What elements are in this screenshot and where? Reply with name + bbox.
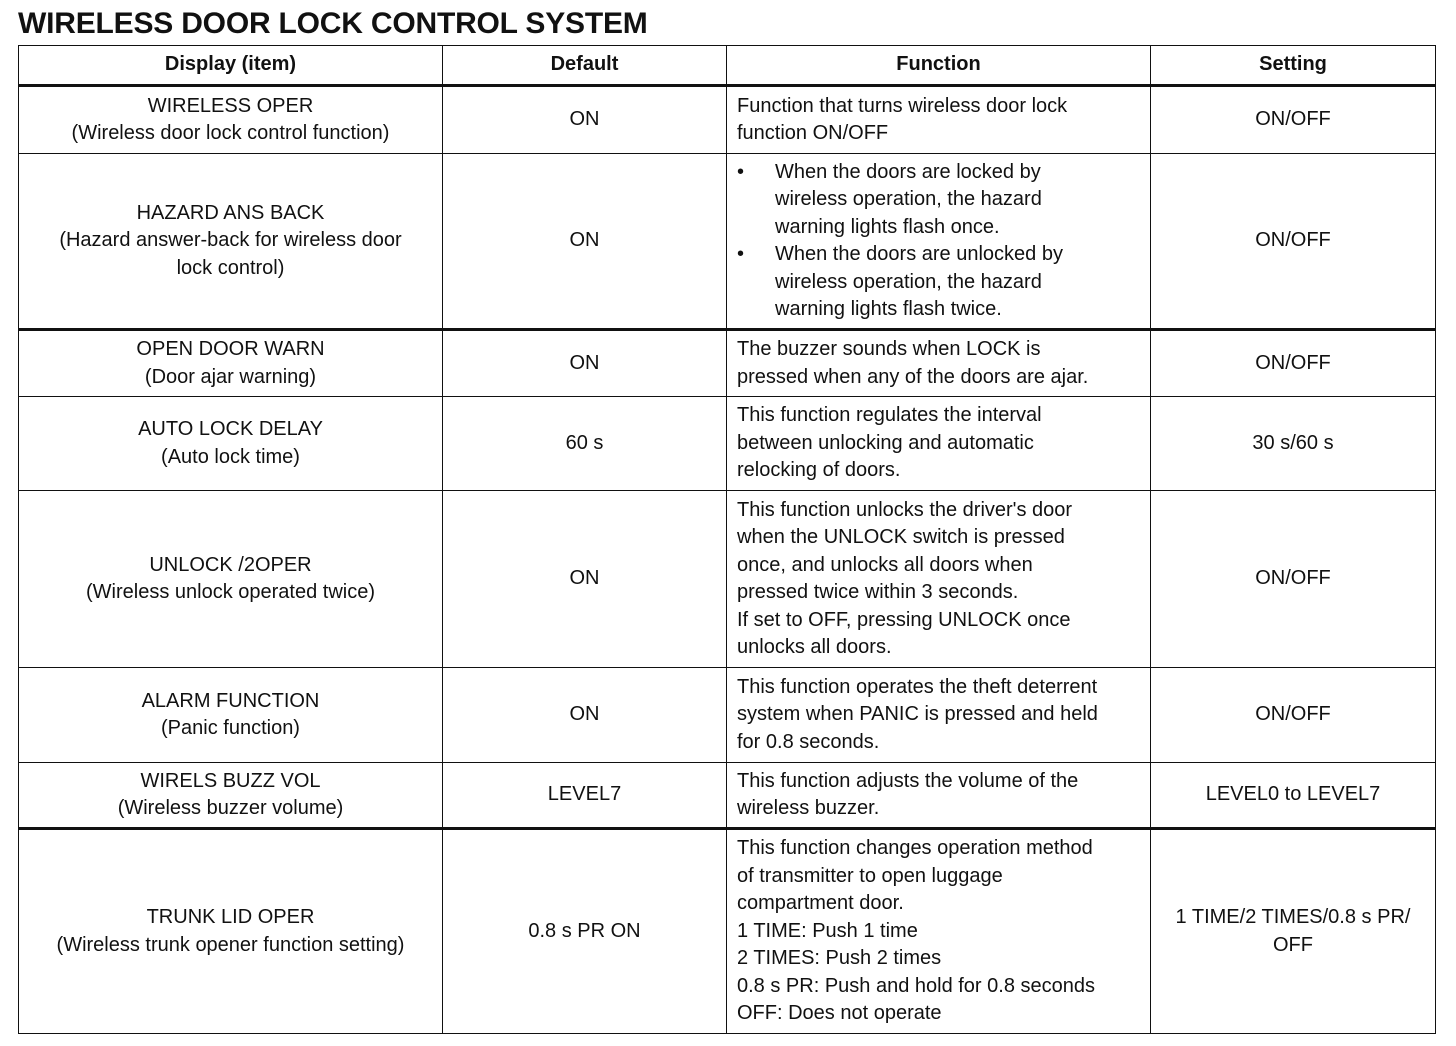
item-name: WIRELS BUZZ VOL bbox=[140, 769, 321, 792]
function-line: This function changes operation method bbox=[737, 837, 1093, 860]
item-name: OPEN DOOR WARN bbox=[136, 338, 325, 360]
item-name: WIRELESS OPER bbox=[147, 94, 314, 117]
item-cell bbox=[19, 86, 443, 154]
function-line: pressed when any of the doors are ajar. bbox=[737, 365, 1089, 388]
function-line: 0.8 s PR: Push and hold for 0.8 seconds bbox=[737, 974, 1095, 997]
function-line: relocking of doors. bbox=[737, 459, 901, 482]
function-line: This function adjusts the volume of the bbox=[737, 769, 1079, 792]
item-description: (Wireless trunk opener function setting) bbox=[56, 933, 405, 956]
function-cell bbox=[727, 491, 1151, 668]
item-description: (Auto lock time) bbox=[161, 445, 300, 468]
setting-value: ON/OFF bbox=[1151, 491, 1436, 668]
default-value: ON bbox=[443, 154, 727, 330]
function-line: when the UNLOCK switch is pressed bbox=[737, 526, 1065, 548]
table-row bbox=[19, 330, 1436, 397]
setting-value: 30 s/60 s bbox=[1151, 397, 1436, 491]
item-cell bbox=[19, 668, 443, 763]
item-cell bbox=[19, 154, 443, 330]
table-row bbox=[19, 154, 1436, 330]
item-description: (Door ajar warning) bbox=[144, 365, 317, 388]
function-line: warning lights flash once. bbox=[775, 215, 1000, 238]
default-value: 0.8 s PR ON bbox=[443, 829, 727, 1034]
item-cell bbox=[19, 491, 443, 668]
settings-table bbox=[18, 45, 1436, 1034]
header-setting: Setting bbox=[1151, 46, 1436, 86]
function-line: warning lights flash twice. bbox=[775, 298, 1002, 320]
item-name: HAZARD ANS BACK bbox=[136, 201, 325, 224]
setting-value: ON/OFF bbox=[1151, 86, 1436, 154]
table-row bbox=[19, 829, 1436, 1034]
function-line: wireless buzzer. bbox=[737, 797, 880, 819]
table-row bbox=[19, 491, 1436, 668]
function-bullet-list bbox=[737, 159, 1140, 324]
table-row bbox=[19, 763, 1436, 829]
item-description: (Wireless door lock control function) bbox=[71, 122, 390, 144]
item-description: (Wireless buzzer volume) bbox=[117, 797, 344, 819]
item-cell bbox=[19, 763, 443, 829]
function-line: compartment door. bbox=[737, 892, 904, 915]
function-cell bbox=[727, 397, 1151, 491]
item-description: (Hazard answer-back for wireless door bbox=[59, 229, 402, 252]
item-name: UNLOCK /2OPER bbox=[149, 553, 312, 576]
function-line: When the doors are locked by bbox=[775, 160, 1041, 183]
default-value: ON bbox=[443, 86, 727, 154]
table-row bbox=[19, 86, 1436, 154]
item-name: AUTO LOCK DELAY bbox=[138, 418, 323, 440]
bullet-icon: • bbox=[737, 160, 745, 183]
setting-value: ON/OFF bbox=[1151, 668, 1436, 763]
item-description: (Wireless unlock operated twice) bbox=[86, 581, 375, 603]
header-default: Default bbox=[443, 46, 727, 86]
function-line: Function that turns wireless door lock bbox=[737, 94, 1068, 117]
function-line: unlocks all doors. bbox=[737, 636, 892, 658]
function-line: This function regulates the interval bbox=[737, 404, 1042, 427]
function-line: system when PANIC is pressed and held bbox=[737, 703, 1098, 726]
header-item: Display (item) bbox=[19, 46, 443, 86]
item-cell bbox=[19, 829, 443, 1034]
item-cell bbox=[19, 330, 443, 397]
default-value: 60 s bbox=[443, 397, 727, 491]
function-cell bbox=[727, 763, 1151, 829]
default-value: LEVEL7 bbox=[443, 763, 727, 829]
table-header-row bbox=[19, 46, 1436, 86]
function-line: between unlocking and automatic bbox=[737, 431, 1034, 454]
function-cell bbox=[727, 330, 1151, 397]
function-line: once, and unlocks all doors when bbox=[737, 553, 1033, 576]
bullet-icon: • bbox=[737, 243, 745, 265]
item-description: lock control) bbox=[176, 256, 285, 279]
setting-value: ON/OFF bbox=[1151, 330, 1436, 397]
setting-cell bbox=[1151, 829, 1436, 1034]
function-line: 2 TIMES: Push 2 times bbox=[737, 947, 942, 970]
function-cell bbox=[727, 86, 1151, 154]
header-function: Function bbox=[727, 46, 1151, 86]
function-line: wireless operation, the hazard bbox=[775, 188, 1042, 210]
item-description: (Panic function) bbox=[161, 717, 300, 739]
function-cell bbox=[727, 154, 1151, 330]
function-line: for 0.8 seconds. bbox=[737, 730, 880, 753]
function-line: When the doors are unlocked by bbox=[775, 243, 1063, 265]
function-bullet-item bbox=[737, 159, 1140, 242]
function-line: of transmitter to open luggage bbox=[737, 864, 1003, 887]
page-title: WIRELESS DOOR LOCK CONTROL SYSTEM bbox=[18, 7, 648, 40]
default-value: ON bbox=[443, 330, 727, 397]
function-line: The buzzer sounds when LOCK is bbox=[737, 338, 1041, 360]
setting-value: 1 TIME/2 TIMES/0.8 s PR/ bbox=[1175, 906, 1411, 928]
item-name: TRUNK LID OPER bbox=[146, 906, 315, 928]
function-line: OFF: Does not operate bbox=[737, 1002, 942, 1025]
function-line: function ON/OFF bbox=[737, 122, 889, 144]
function-line: This function operates the theft deterrent bbox=[737, 675, 1098, 698]
table-row bbox=[19, 397, 1436, 491]
function-line: This function unlocks the driver's door bbox=[737, 498, 1073, 521]
function-line: pressed twice within 3 seconds. bbox=[737, 581, 1019, 603]
function-cell bbox=[727, 829, 1151, 1034]
item-name: ALARM FUNCTION bbox=[141, 689, 320, 712]
default-value: ON bbox=[443, 491, 727, 668]
function-line: If set to OFF, pressing UNLOCK once bbox=[737, 608, 1071, 631]
setting-value: LEVEL0 to LEVEL7 bbox=[1151, 763, 1436, 829]
item-cell bbox=[19, 397, 443, 491]
setting-value: ON/OFF bbox=[1151, 154, 1436, 330]
function-line: 1 TIME: Push 1 time bbox=[737, 919, 918, 942]
function-line: wireless operation, the hazard bbox=[775, 270, 1042, 293]
function-bullet-item bbox=[737, 241, 1140, 324]
table-row bbox=[19, 668, 1436, 763]
default-value: ON bbox=[443, 668, 727, 763]
setting-value: OFF bbox=[1273, 933, 1313, 956]
function-cell bbox=[727, 668, 1151, 763]
